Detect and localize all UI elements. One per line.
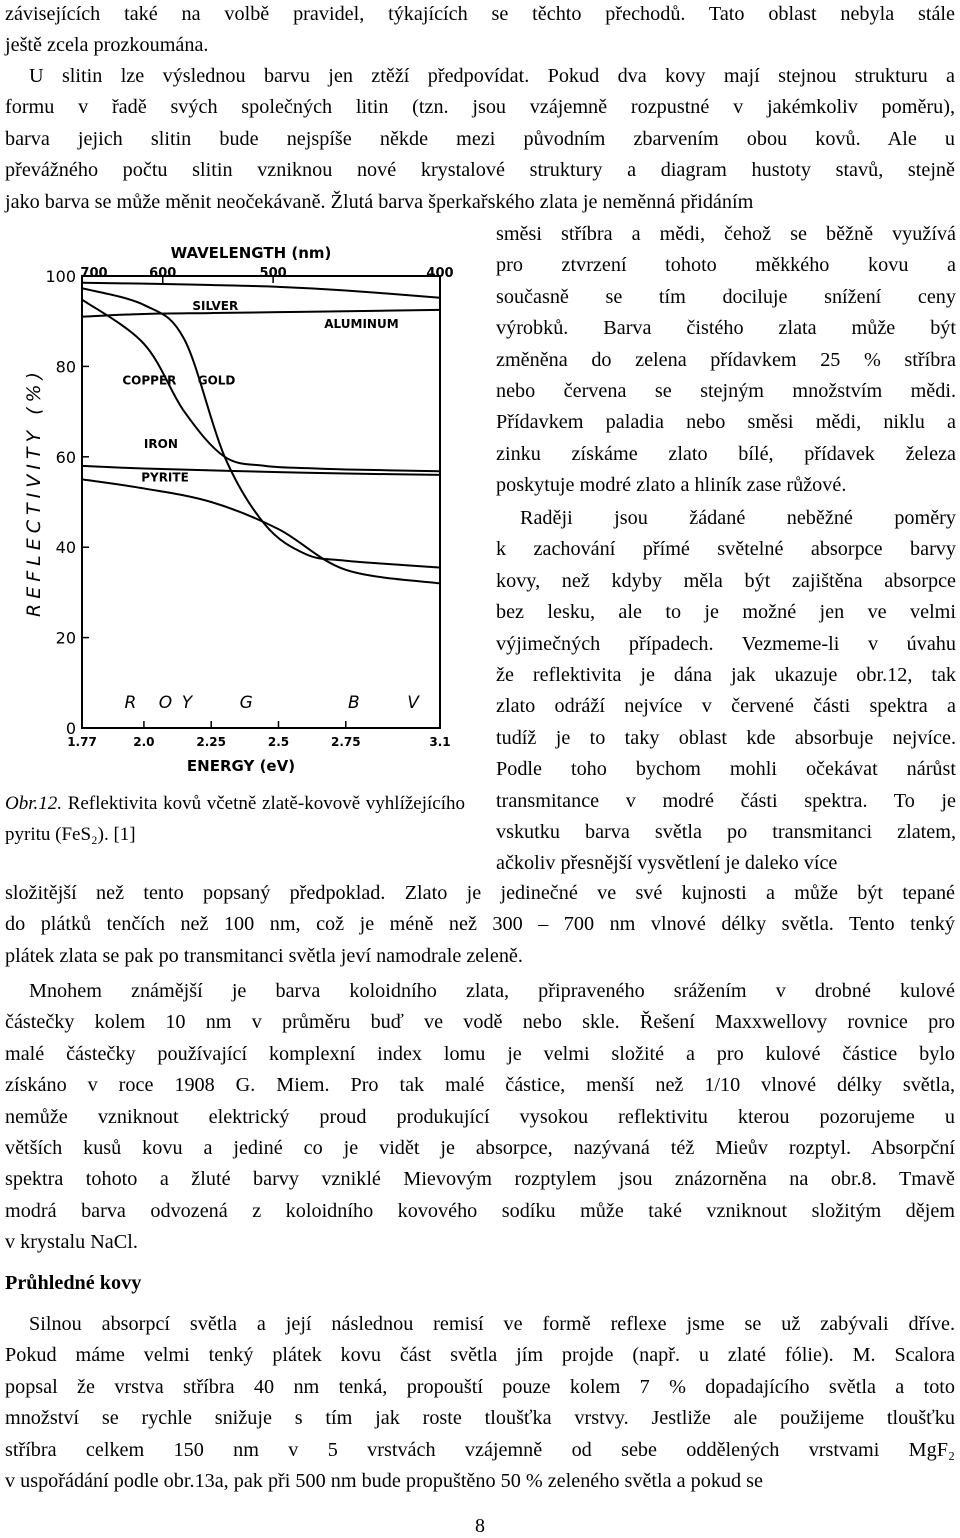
top-tick-label: 600 [149,266,177,281]
text-line: pro ztvrzení tohoto měkkého kovu a [496,254,956,277]
spectrum-letter: Y [181,693,193,713]
text-line: Podle toho bychom mohli očekávat nárůst [496,758,956,781]
text-line: popsal že vrstva stříbra 40 nm tenká, propouští pouze kolem 7 % dopadajícího světla a toto [5,1375,955,1398]
text-line: Raději jsou žádané neběžné poměry [520,507,956,529]
text-line: transmitance v modré části spektra. To je [496,789,956,812]
text-line: nemůže vzniknout elektrický proud produkující vysokou reflektivitu kterou pozorujeme u [5,1105,955,1128]
paragraph-transparent-metals [5,1309,955,1497]
y-tick-label: 20 [55,628,76,648]
text-line: že reflektivita je dána jak ukazuje obr.12, tak [496,664,956,687]
spectrum-letter: G [239,693,253,713]
text-line: plátek zlata se pak po transmitanci světla jeví namodrale zeleně. [5,944,523,967]
text-line: závisejících také na volbě pravidel, týkajících se těchto přechodů. Tato oblast nebyla stále [5,3,955,25]
spectrum-letter: V [407,693,419,713]
text-line: v krystalu NaCl. [5,1231,138,1254]
text-line: malé částečky používající komplexní index lomu je velmi složité a pro kulové částice bylo [5,1042,955,1065]
text-line: formu v řadě svých společných litin (tzn. jsou vzájemně rozpustné v jakémkoliv poměru), [5,96,955,119]
x-tick-label: 2.5 [267,735,290,749]
x-tick-label: 2.0 [133,735,155,749]
x-tick-label: 3.1 [429,735,451,749]
text-line: větších kusů kovu a jediné co je vidět je absorpce, nazývaná též Mieův rozptyl. Absorpční [5,1137,955,1160]
y-tick-label: 60 [55,447,76,467]
paragraph-colloidal-gold [5,976,955,1259]
plot-frame [82,276,440,728]
spectrum-letter: O [158,693,173,713]
text-line: do plátků tenčích než 100 nm, což je méně než 300 – 700 nm vlnové délky světla. Tento tenký [5,913,955,936]
spectrum-letter: B [348,693,360,713]
text-line: směsi stříbra a mědi, čehož se běžně využívá [496,223,956,245]
x-tick-label: 2.25 [196,735,227,749]
text-line: poskytuje modré zlato a hliník zase růžové. [496,474,847,497]
text-line: modrá barva odvozená z koloidního kovového sodíku může také vzniknout složitým dějem [5,1199,955,1222]
text-line: částečky kolem 10 nm v průměru buď ve vodě nebo skle. Řešení Maxxwellovy rovnice pro [5,1011,955,1034]
text-line: Silnou absorpcí světla a její následnou remisí ve formě reflexe jsme se už zabývali dříve. [29,1313,955,1335]
caption-text: Reflektivita kovů včetně zlatě-kovově vyhlížejícího pyritu (FeS₂). [1] [5,793,465,845]
series-line-pyrite [82,479,440,583]
text-line: barva jejich slitin bude nejspíše někde mezi původním zbarvením obou kovů. Ale u [5,127,955,150]
text-line: ačkoliv přesnější vysvětlení je daleko více [496,852,838,875]
series-line-silver [82,283,440,298]
text-line: vskutku barva světla po transmitanci zlatem, [496,821,956,844]
text-line: U slitin lze výslednou barvu jen ztěží předpovídat. Pokud dva kovy mají stejnou strukturu a [29,65,955,87]
text-line: získáno v roce 1908 G. Miem. Pro tak malé částice, menší než 1/10 vlnové délky světla, [5,1074,955,1097]
top-tick-label: 400 [426,266,454,281]
text-line: bez lesku, ale to je možné jen ve velmi [496,601,956,624]
text-line: Přídavkem paladia nebo směsi mědi, niklu a [496,411,956,434]
chart-title: WAVELENGTH (nm) [170,244,332,262]
y-tick-label: 100 [45,267,76,286]
series-label-aluminum: ALUMINUM [324,316,399,331]
text-line: složitější než tento popsaný předpoklad. Zlato je jedinečné ve své kujnosti a může být tepané [5,882,955,904]
spectrum-letter: R [124,693,137,713]
text-line: výjimečných případech. Vezmeme-li v úvahu [496,632,956,655]
paragraph-continuation [5,878,955,972]
text-line: Mnohem známější je barva koloidního zlata, připraveného srážením v drobné kulové [29,980,955,1002]
text-line: stříbra celkem 150 nm v 5 vrstvách vzájemně od sebe oddělených vrstvami MgF₂ [5,1438,955,1461]
text-line: výrobků. Barva čistého zlata může být [496,317,956,340]
series-label-pyrite: PYRITE [141,470,189,485]
series-label-gold: GOLD [197,373,236,388]
text-line: množství se rychle snižuje s tím jak roste tloušťka vrstvy. Jestliže ale použijeme tloušťku [5,1407,955,1430]
text-line: tudíž je to taky oblast kde absorbuje nejvíce. [496,726,956,749]
y-tick-label: 0 [65,719,76,738]
column-paragraph-absorption [496,503,956,880]
top-tick-label: 700 [80,266,108,281]
x-tick-label: 1.77 [67,735,97,749]
reflectivity-figure [0,238,465,788]
figure-caption [5,788,465,850]
page-number: 8 [475,1515,485,1537]
y-tick-label: 80 [55,357,76,377]
text-line: změněna do zelena přídavkem 25 % stříbra [496,348,956,371]
caption-label: Obr.12. [5,793,63,814]
series-label-iron: IRON [143,436,178,451]
reflectivity-chart [0,238,465,788]
paragraph-alloys [5,61,955,218]
column-paragraph-gold-alloys [496,219,956,502]
paragraph-intro [5,0,955,62]
series-label-copper: COPPER [122,373,177,388]
x-axis-label: ENERGY (eV) [186,757,296,775]
text-line: převážného počtu slitin vzniknou nové krystalové struktury a diagram hustoty stavů, stejně [5,159,955,182]
text-line: v uspořádání podle obr.13a, pak při 500 nm bude propuštěno 50 % zeleného světla a pokud se [5,1470,763,1493]
section-heading: Průhledné kovy [5,1272,142,1294]
text-line: ještě zcela prozkoumána. [5,34,209,57]
text-line: jako barva se může měnit neočekávaně. Žlutá barva šperkařského zlata je neměnná přidáním [5,190,754,213]
text-line: kovy, než kdyby měla být zajištěna absorpce [496,569,956,592]
series-label-silver: SILVER [192,298,239,313]
text-line: zlato odráží nejvíce v červené části spektra a [496,695,956,718]
y-axis-label: REFLECTIVITY (%) [23,367,45,617]
x-tick-label: 2.75 [330,735,361,749]
text-line: k zachování přímé světelné absorpce barvy [496,538,956,561]
text-line: nebo červena se stejným množstvím mědi. [496,380,956,403]
text-line: současně se tím dociluje snížení ceny [496,285,956,308]
text-line: zinku získáme zlato bílé, přídavek železa [496,442,956,465]
y-tick-label: 40 [55,538,76,558]
text-line: spektra tohoto a žluté barvy vzniklé Mievovým rozptylem jsou znázorněna na obr.8. Tmavě [5,1168,955,1191]
text-line: Pokud máme velmi tenký plátek kovu část světla jím projde (např. u zlaté fólie). M. Scalora [5,1344,955,1367]
series-line-aluminum [82,310,440,317]
top-tick-label: 500 [259,266,287,281]
